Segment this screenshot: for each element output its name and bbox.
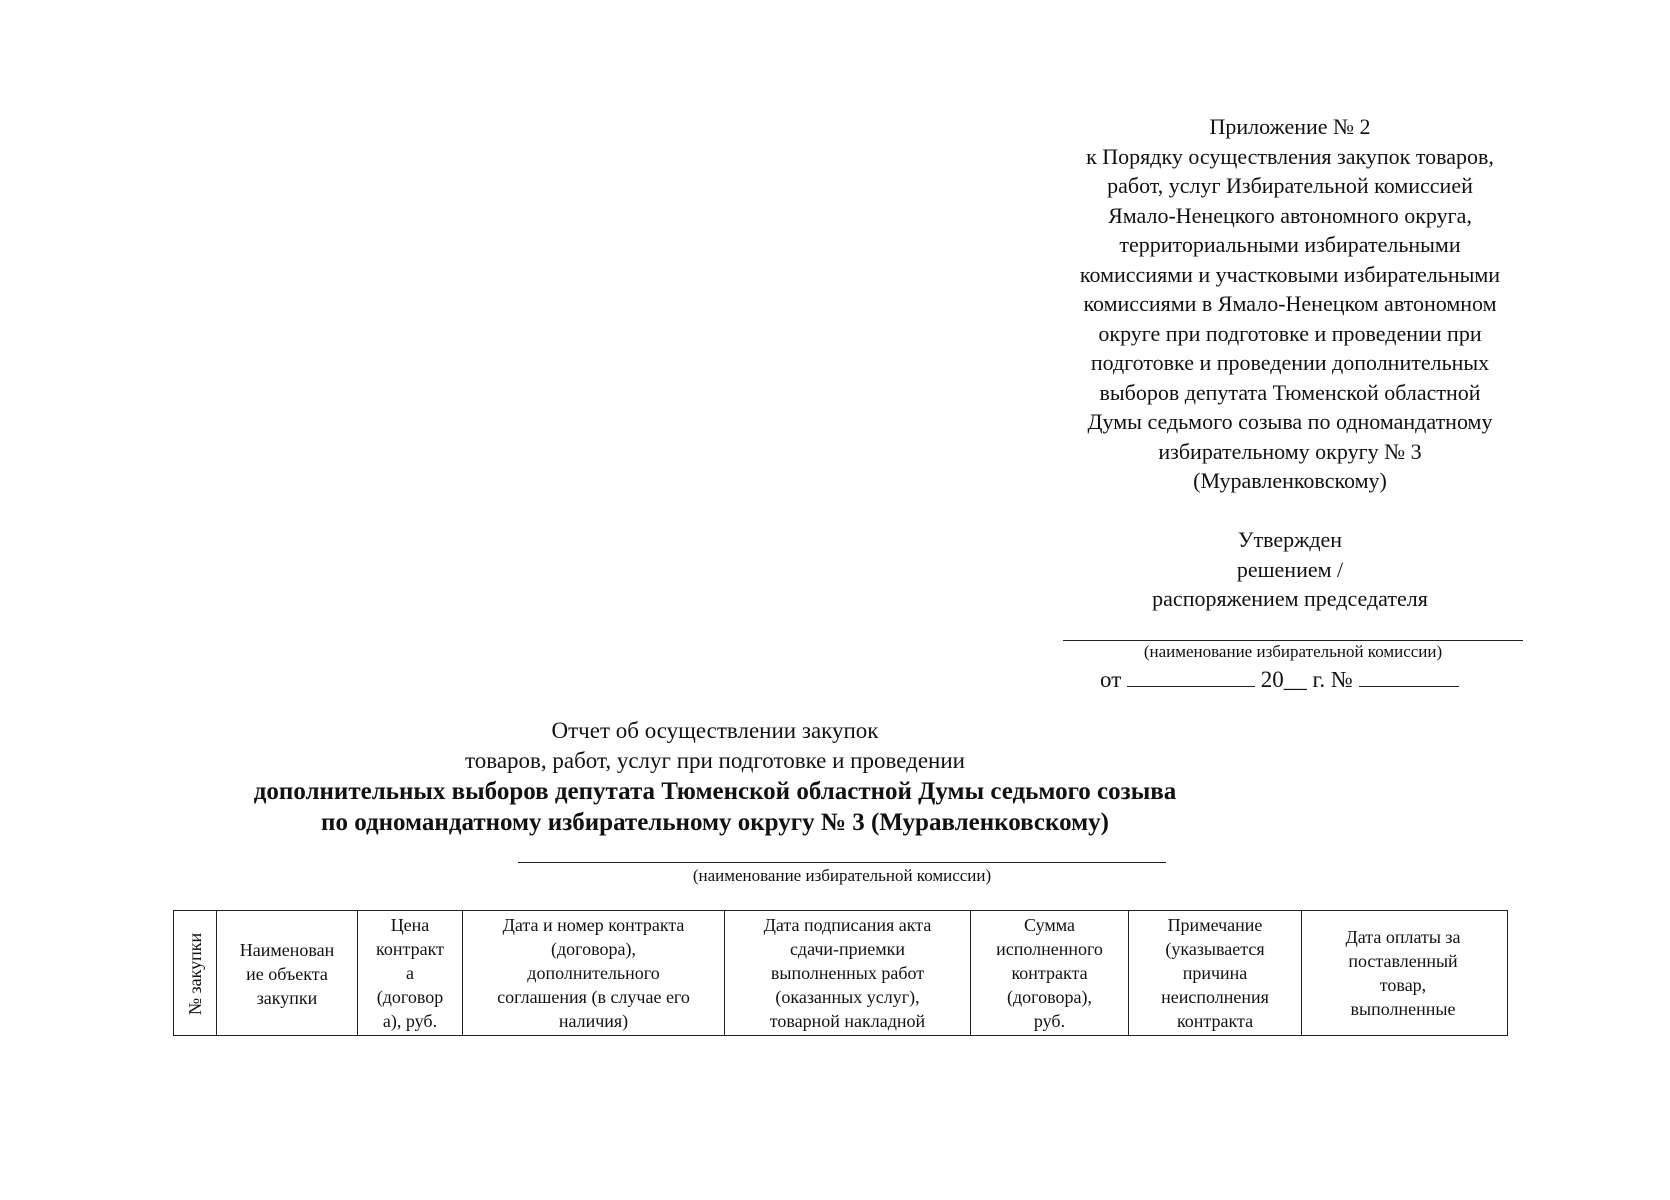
report-commission-caption: (наименование избирательной комиссии)	[692, 866, 992, 885]
date-year: 20__	[1260, 667, 1307, 692]
appendix-line: комиссиями в Ямало-Ненецком автономном	[1083, 291, 1497, 316]
appendix-line: работ, услуг Избирательной комиссией	[1107, 173, 1473, 198]
report-title-line: Отчет об осуществлении закупок	[551, 718, 879, 743]
col-header-text: Цена	[390, 915, 430, 935]
col-header-number-label: № закупки	[185, 932, 205, 1016]
number-blank	[1359, 666, 1459, 687]
report-title	[0, 716, 1430, 838]
col-header-text: наличия)	[558, 1011, 629, 1031]
col-header-text: (договора),	[1007, 987, 1092, 1007]
col-header-text: выполненных работ	[770, 963, 925, 983]
col-header-text: сдачи-приемки	[789, 939, 906, 959]
col-header-text: дополнительного	[527, 963, 660, 983]
date-prefix: от	[1100, 667, 1122, 692]
col-header-text: Примечание	[1167, 915, 1263, 935]
appendix-line: подготовке и проведении дополнительных	[1090, 350, 1490, 375]
col-header-act	[725, 911, 971, 1035]
col-header-text: Дата подписания акта	[763, 915, 932, 935]
col-header-text: Дата и номер контракта	[502, 915, 685, 935]
report-title-line: товаров, работ, услуг при подготовке и проведении	[465, 748, 965, 773]
col-header-price	[358, 911, 463, 1035]
col-header-text: причина	[1182, 963, 1248, 983]
approval-line: Утвержден	[1237, 527, 1343, 552]
col-header-text: товарной накладной	[769, 1011, 926, 1031]
report-commission-underline	[518, 862, 1166, 863]
col-header-text: (указывается	[1165, 939, 1265, 959]
col-header-text: а	[406, 963, 414, 983]
report-table-header	[173, 910, 1508, 1036]
report-title-bold-line: по одномандатному избирательному округу № 3 (Муравленковскому)	[321, 809, 1109, 836]
col-header-text: Дата оплаты за	[1345, 927, 1461, 947]
col-header-name	[217, 911, 358, 1035]
appendix-line: Приложение № 2	[1209, 114, 1371, 139]
appendix-line: к Порядку осуществления закупок товаров,	[1086, 143, 1494, 169]
appendix-header	[1000, 112, 1580, 496]
col-header-text: ие объекта	[246, 964, 328, 984]
date-blank	[1127, 666, 1255, 687]
col-header-text: поставленный	[1348, 951, 1458, 971]
col-header-contract	[463, 911, 725, 1035]
col-header-text: контракта	[1176, 1011, 1254, 1031]
appendix-line: территориальными избирательными	[1119, 232, 1461, 257]
col-header-text: контракта	[1011, 963, 1088, 983]
appendix-line: (Муравленковскому)	[1193, 468, 1387, 493]
appendix-line: Ямало-Ненецкого автономного округа,	[1108, 202, 1472, 228]
approval-line: решением /	[1236, 556, 1344, 582]
commission-name-underline	[1063, 640, 1523, 641]
col-header-text: неисполнения	[1161, 987, 1269, 1007]
col-header-text: товар,	[1379, 975, 1427, 995]
col-header-text: (договора),	[551, 939, 636, 959]
col-header-payment	[1302, 911, 1504, 1035]
approval-block	[1060, 525, 1520, 614]
col-header-text: руб.	[1033, 1011, 1066, 1031]
number-label: г. №	[1312, 667, 1353, 692]
appendix-line: избирательному округу № 3	[1158, 438, 1422, 464]
appendix-line: выборов депутата Тюменской областной	[1099, 379, 1481, 405]
approval-date-line	[1100, 666, 1459, 693]
col-header-text: а), руб.	[382, 1011, 438, 1031]
commission-name-caption: (наименование избирательной комиссии)	[1143, 642, 1443, 661]
col-header-note	[1129, 911, 1302, 1035]
col-header-text: закупки	[256, 988, 318, 1008]
col-header-sum	[971, 911, 1129, 1035]
col-header-text: контракт	[376, 939, 444, 959]
approval-line: распоряжением председателя	[1152, 586, 1428, 611]
col-header-text: исполненного	[996, 939, 1103, 959]
col-header-text: выполненные	[1350, 999, 1456, 1019]
col-header-text: соглашения (в случае его	[497, 987, 690, 1007]
appendix-line: округе при подготовке и проведении при	[1098, 320, 1482, 346]
col-header-text: (оказанных услуг),	[775, 987, 920, 1007]
appendix-line: комиссиями и участковыми избирательными	[1079, 261, 1501, 287]
col-header-text: Сумма	[1024, 915, 1075, 935]
appendix-line: Думы седьмого созыва по одномандатному	[1087, 409, 1493, 434]
report-title-bold-line: дополнительных выборов депутата Тюменской областной Думы седьмого созыва	[253, 778, 1177, 805]
col-header-number	[174, 911, 217, 1035]
col-header-text: Наименован	[239, 940, 335, 960]
col-header-text: (договор	[376, 987, 444, 1007]
